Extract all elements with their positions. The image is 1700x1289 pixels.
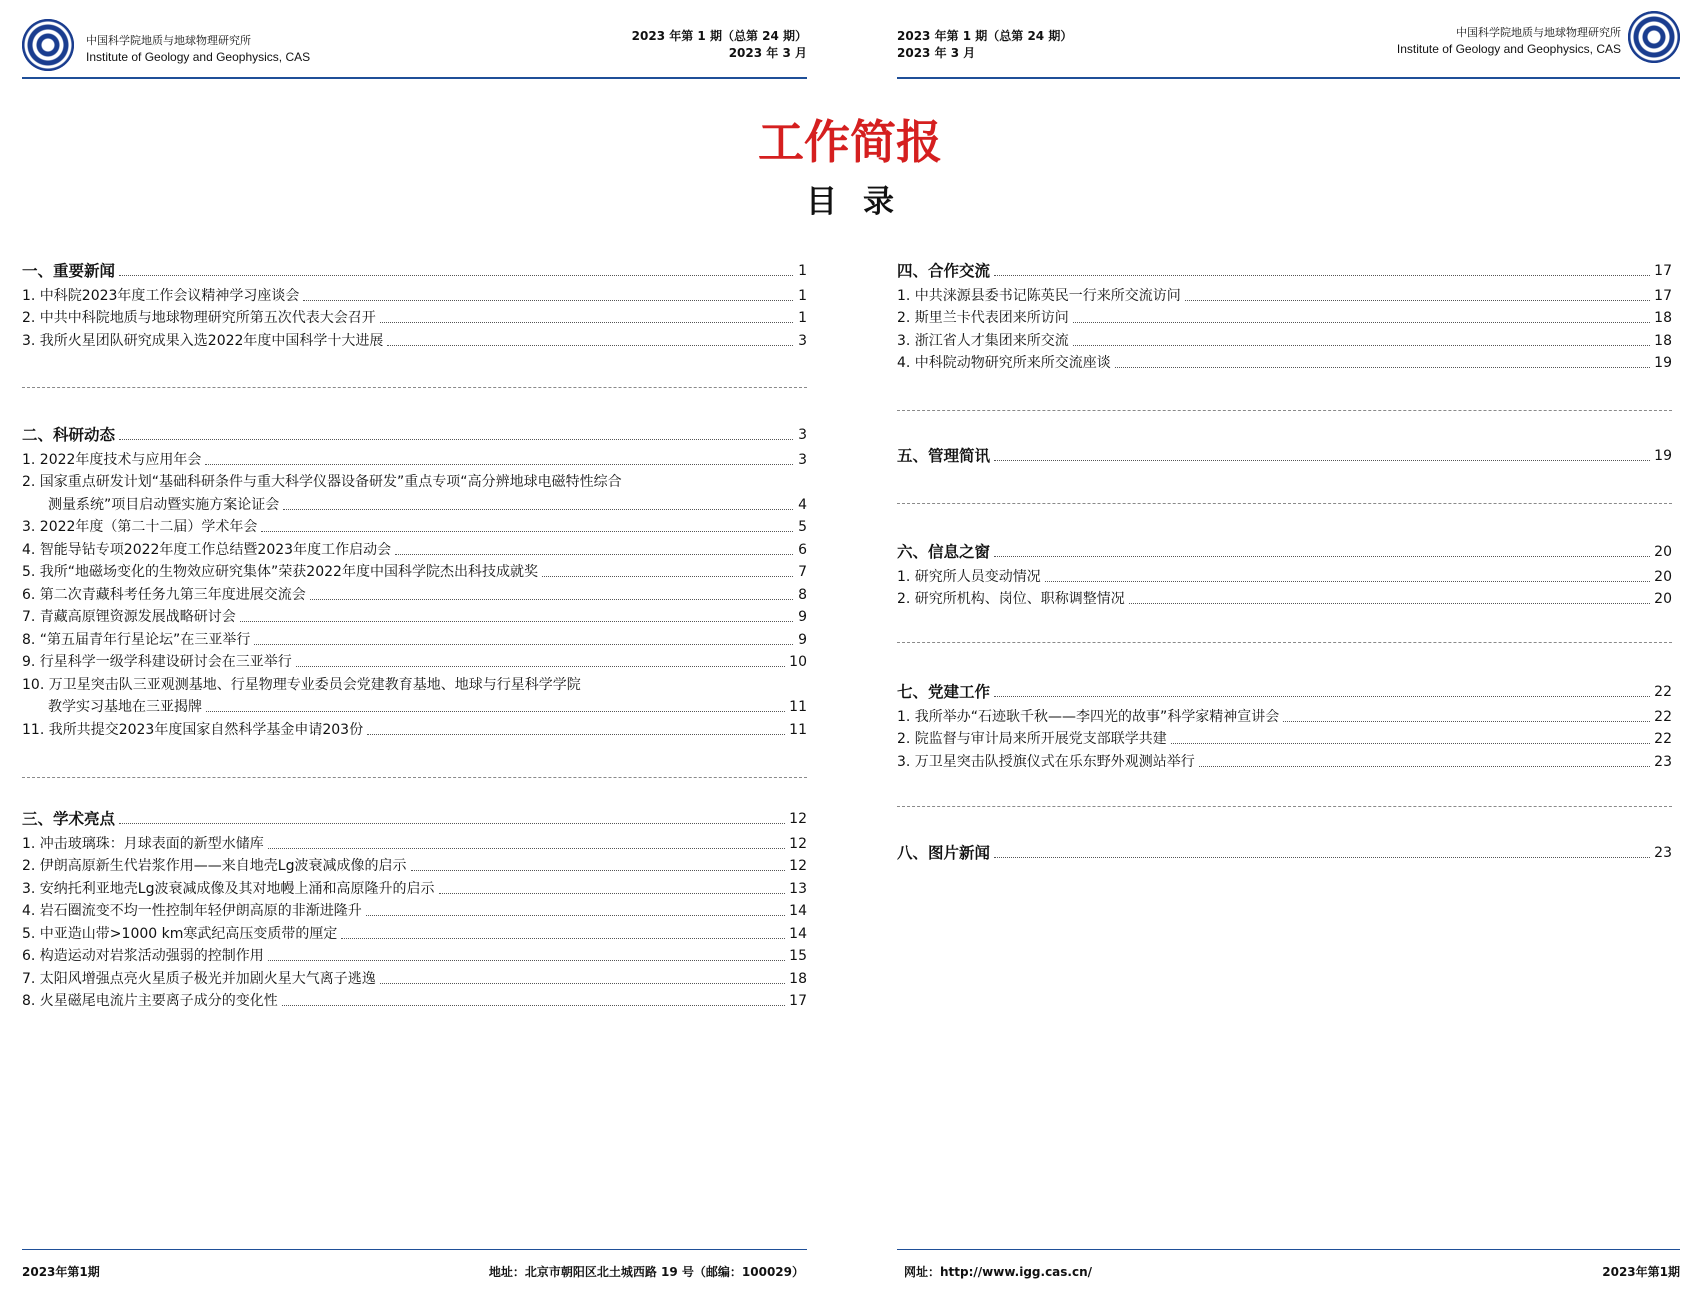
toc-item-text: 3. 浙江省人才集团来所交流 — [897, 332, 1069, 349]
toc-item[interactable] — [897, 706, 1672, 728]
toc-section-heading-text: 一、重要新闻 — [22, 262, 116, 280]
toc-item[interactable] — [22, 516, 807, 538]
toc-item[interactable] — [897, 588, 1672, 610]
section-separator — [897, 642, 1672, 643]
page-number: 17 — [789, 993, 807, 1009]
footer-rule-right — [897, 1249, 1680, 1250]
page-number: 8 — [798, 586, 807, 603]
page-number: 17 — [1654, 263, 1672, 279]
leader-dots — [380, 321, 793, 323]
page-number: 14 — [789, 925, 807, 942]
leader-dots — [380, 982, 785, 984]
page-number: 6 — [798, 541, 807, 558]
page-number: 9 — [798, 631, 807, 648]
leader-dots — [994, 459, 1650, 461]
leader-dots — [303, 299, 793, 301]
leader-dots — [395, 553, 793, 555]
page-number: 1 — [798, 287, 807, 304]
page-number: 1 — [798, 263, 807, 279]
leader-dots — [261, 530, 793, 532]
toc-item-continued-text: 教学实习基地在三亚揭牌 — [48, 699, 202, 715]
footer-issue-right: 2023年第1期 — [1602, 1265, 1680, 1279]
footer-issue-left: 2023年第1期 — [22, 1265, 100, 1279]
toc-item[interactable] — [22, 719, 807, 741]
leader-dots — [1073, 321, 1650, 323]
page-number: 3 — [798, 451, 807, 468]
leader-dots — [268, 959, 785, 961]
toc-item[interactable] — [22, 285, 807, 307]
leader-dots — [206, 710, 785, 712]
toc-item-text: 1. 冲击玻璃珠：月球表面的新型水储库 — [22, 835, 264, 852]
toc-item-text: 2. 国家重点研发计划“基础科研条件与重大科学仪器设备研发”重点专项“高分辨地球电磁特性综合 — [22, 474, 622, 490]
toc-item[interactable] — [22, 674, 807, 696]
toc-item[interactable] — [22, 923, 807, 945]
page-number: 18 — [789, 970, 807, 987]
page-number: 10 — [789, 654, 807, 670]
page-number: 19 — [1654, 355, 1672, 371]
toc-section-heading[interactable] — [897, 842, 1672, 864]
page-number: 18 — [1654, 332, 1672, 349]
toc-item[interactable] — [22, 878, 807, 900]
toc-item-text: 3. 2022年度（第二十二届）学术年会 — [22, 519, 258, 535]
toc-item[interactable] — [22, 990, 807, 1012]
toc-item-text: 4. 岩石圈流变不均一性控制年轻伊朗高原的非渐进隆升 — [22, 903, 362, 919]
institute-logo-right — [1628, 11, 1680, 63]
leader-dots — [240, 620, 793, 622]
page-number: 20 — [1654, 568, 1672, 585]
page-number: 20 — [1654, 544, 1672, 560]
page-number: 18 — [1654, 310, 1672, 326]
toc-item[interactable] — [22, 330, 807, 352]
toc-item-text: 3. 我所火星团队研究成果入选2022年度中国科学十大进展 — [22, 332, 384, 349]
leader-dots — [542, 575, 793, 577]
toc-item-text: 4. 中科院动物研究所来所交流座谈 — [897, 355, 1111, 371]
header-rule-right — [897, 77, 1680, 79]
toc-item[interactable] — [22, 968, 807, 990]
leader-dots — [994, 555, 1650, 557]
leader-dots — [1199, 765, 1650, 767]
page-number: 20 — [1654, 591, 1672, 607]
toc-section-heading[interactable] — [897, 541, 1672, 563]
page-number: 13 — [789, 880, 807, 897]
leader-dots — [1171, 742, 1650, 744]
leader-dots — [994, 856, 1650, 858]
toc-section-heading[interactable] — [22, 808, 807, 830]
toc-item[interactable] — [22, 449, 807, 471]
toc-item-text: 6. 第二次青藏科考任务九第三年度进展交流会 — [22, 586, 306, 603]
leader-dots — [296, 665, 785, 667]
page-number: 12 — [789, 858, 807, 874]
page-number: 19 — [1654, 448, 1672, 464]
toc-item[interactable] — [897, 566, 1672, 588]
toc-item[interactable] — [897, 285, 1672, 307]
toc-item-text: 3. 万卫星突击队授旗仪式在乐东野外观测站举行 — [897, 753, 1195, 770]
section-separator — [897, 503, 1672, 504]
toc-item[interactable] — [22, 561, 807, 583]
leader-dots — [994, 695, 1650, 697]
toc-section-heading[interactable] — [897, 681, 1672, 703]
institute-name-en-left: Institute of Geology and Geophysics, CAS — [86, 50, 311, 64]
section-separator — [22, 777, 807, 778]
page-number: 23 — [1654, 845, 1672, 861]
leader-dots — [1073, 344, 1650, 346]
toc-item[interactable] — [22, 584, 807, 606]
toc-section-heading-text: 七、党建工作 — [897, 683, 991, 701]
toc-item-text: 10. 万卫星突击队三亚观测基地、行星物理专业委员会党建教育基地、地球与行星科学学院 — [22, 676, 581, 693]
toc-item[interactable] — [897, 751, 1672, 773]
leader-dots — [254, 643, 793, 645]
toc-item[interactable] — [897, 352, 1672, 374]
toc-item-text: 1. 中科院2023年度工作会议精神学习座谈会 — [22, 287, 300, 304]
toc-item-text: 1. 研究所人员变动情况 — [897, 568, 1041, 585]
toc-item-text: 2. 伊朗高原新生代岩浆作用——来自地壳Lg波衰减成像的启示 — [22, 858, 407, 874]
toc-item-text: 8. “第五届青年行星论坛”在三亚举行 — [22, 631, 251, 648]
date-line-left: 2023 年 3 月 — [728, 46, 807, 60]
leader-dots — [366, 914, 785, 916]
toc-item-text: 9. 行星科学一级学科建设研讨会在三亚举行 — [22, 654, 292, 670]
footer-rule-left — [22, 1249, 807, 1250]
leader-dots — [994, 274, 1650, 276]
toc-item[interactable] — [22, 539, 807, 561]
toc-item[interactable] — [897, 330, 1672, 352]
toc-item[interactable] — [22, 900, 807, 922]
toc-section-heading-text: 八、图片新闻 — [897, 844, 991, 862]
toc-item[interactable] — [22, 629, 807, 651]
leader-dots — [310, 598, 793, 600]
date-line-right: 2023 年 3 月 — [897, 46, 976, 60]
toc-item-text: 1. 我所举办“石迹耿千秋——李四光的故事”科学家精神宣讲会 — [897, 708, 1280, 725]
leader-dots — [119, 274, 793, 276]
toc-title: 目录 — [806, 184, 920, 220]
section-separator — [22, 387, 807, 388]
section-separator — [897, 410, 1672, 411]
leader-dots — [1283, 720, 1650, 722]
toc-item-text: 4. 智能导钻专项2022年度工作总结暨2023年度工作启动会 — [22, 541, 392, 558]
toc-item[interactable] — [897, 307, 1672, 329]
leader-dots — [268, 847, 785, 849]
page-number: 23 — [1654, 753, 1672, 770]
toc-item[interactable] — [22, 833, 807, 855]
toc-item-text: 2. 斯里兰卡代表团来所访问 — [897, 310, 1069, 326]
toc-section-heading-text: 五、管理简讯 — [897, 447, 991, 465]
leader-dots — [119, 822, 785, 824]
page-number: 14 — [789, 903, 807, 919]
page-number: 3 — [798, 332, 807, 349]
toc-item-continued[interactable] — [48, 696, 807, 718]
toc-item[interactable] — [22, 471, 807, 493]
institute-name-cn-right: 中国科学院地质与地球物理研究所 — [1456, 26, 1621, 39]
toc-item-text: 2. 院监督与审计局来所开展党支部联学共建 — [897, 731, 1167, 747]
leader-dots — [282, 1004, 785, 1006]
page-number: 11 — [789, 699, 807, 715]
page-number: 7 — [798, 564, 807, 580]
toc-section-heading-text: 四、合作交流 — [897, 262, 991, 280]
toc-item-text: 1. 中共涞源县委书记陈英民一行来所交流访问 — [897, 287, 1181, 304]
toc-item-text: 11. 我所共提交2023年度国家自然科学基金申请203份 — [22, 721, 364, 738]
page-number: 3 — [798, 427, 807, 443]
toc-item-continued-text: 测量系统”项目启动暨实施方案论证会 — [48, 496, 280, 513]
page-number: 9 — [798, 609, 807, 625]
leader-dots — [411, 869, 786, 871]
page-number: 12 — [789, 811, 807, 827]
page-number: 1 — [798, 310, 807, 326]
toc-section-heading[interactable] — [22, 424, 807, 446]
section-separator — [897, 806, 1672, 807]
toc-item-text: 1. 2022年度技术与应用年会 — [22, 451, 202, 468]
bulletin-title: 工作简报 — [758, 115, 942, 169]
page-number: 15 — [789, 948, 807, 964]
issue-line-left: 2023 年第 1 期（总第 24 期） — [631, 29, 807, 43]
toc-item[interactable] — [22, 651, 807, 673]
toc-section-heading-text: 三、学术亮点 — [22, 810, 116, 828]
footer-address: 地址：北京市朝阳区北土城西路 19 号（邮编：100029） — [488, 1265, 804, 1279]
page-number: 5 — [798, 519, 807, 535]
leader-dots — [387, 344, 793, 346]
leader-dots — [439, 892, 786, 894]
issue-line-right: 2023 年第 1 期（总第 24 期） — [897, 29, 1073, 43]
footer-website[interactable]: 网址：http://www.igg.cas.cn/ — [904, 1265, 1093, 1279]
toc-item[interactable] — [897, 728, 1672, 750]
toc-item-text: 3. 安纳托利亚地壳Lg波衰减成像及其对地幔上涌和高原隆升的启示 — [22, 880, 435, 897]
institute-name-cn-left: 中国科学院地质与地球物理研究所 — [86, 34, 251, 47]
page-number: 12 — [789, 835, 807, 852]
toc-item[interactable] — [22, 855, 807, 877]
toc-item-text: 6. 构造运动对岩浆活动强弱的控制作用 — [22, 948, 264, 964]
toc-item-text: 5. 中亚造山带>1000 km寒武纪高压变质带的厘定 — [22, 925, 338, 942]
toc-section-heading-text: 二、科研动态 — [22, 426, 116, 444]
institute-name-en-right: Institute of Geology and Geophysics, CAS — [1396, 42, 1621, 56]
toc-item-text: 7. 太阳风增强点亮火星质子极光并加剧火星大气离子逃逸 — [22, 970, 376, 987]
toc-item-text: 5. 我所“地磁场变化的生物效应研究集体”荣获2022年度中国科学院杰出科技成就奖 — [22, 564, 538, 580]
leader-dots — [205, 463, 793, 465]
toc-item-continued[interactable] — [48, 494, 807, 516]
toc-section-heading[interactable] — [897, 445, 1672, 467]
leader-dots — [1185, 299, 1650, 301]
toc-item[interactable] — [22, 307, 807, 329]
leader-dots — [367, 733, 785, 735]
page-number: 22 — [1654, 731, 1672, 747]
toc-section-heading[interactable] — [22, 260, 807, 282]
toc-item[interactable] — [22, 945, 807, 967]
page-number: 4 — [798, 496, 807, 513]
toc-item-text: 2. 研究所机构、岗位、职称调整情况 — [897, 591, 1125, 607]
toc-section-heading-text: 六、信息之窗 — [897, 543, 991, 561]
page-number: 11 — [789, 721, 807, 738]
leader-dots — [341, 937, 785, 939]
leader-dots — [1129, 602, 1650, 604]
toc-item[interactable] — [22, 606, 807, 628]
leader-dots — [283, 508, 793, 510]
page-number: 22 — [1654, 708, 1672, 725]
page-number: 17 — [1654, 287, 1672, 304]
toc-section-heading[interactable] — [897, 260, 1672, 282]
leader-dots — [1045, 580, 1650, 582]
toc-item-text: 7. 青藏高原锂资源发展战略研讨会 — [22, 609, 236, 625]
leader-dots — [119, 438, 793, 440]
toc-item-text: 8. 火星磁尾电流片主要离子成分的变化性 — [22, 993, 278, 1009]
leader-dots — [1115, 366, 1650, 368]
toc-item-text: 2. 中共中科院地质与地球物理研究所第五次代表大会召开 — [22, 310, 376, 326]
page-number: 22 — [1654, 684, 1672, 700]
